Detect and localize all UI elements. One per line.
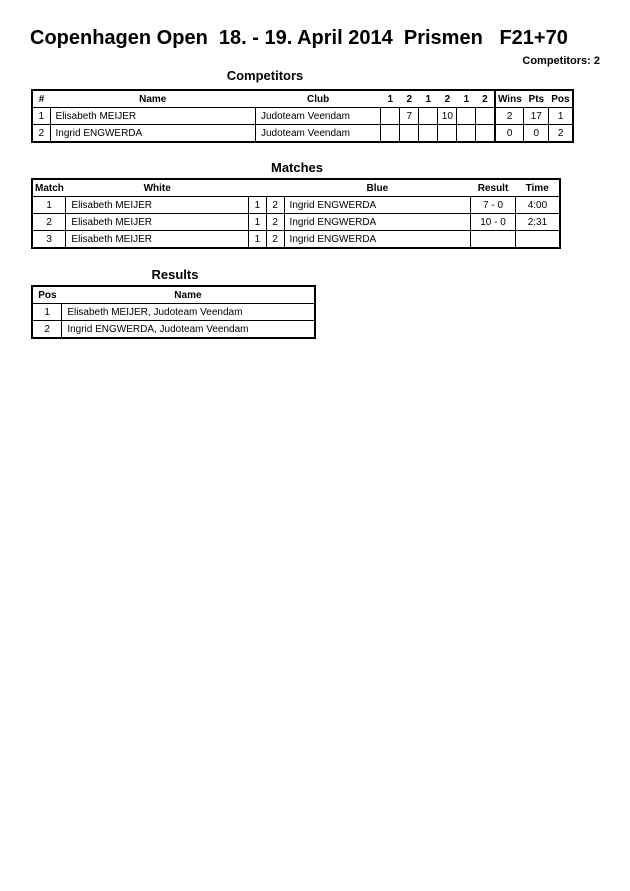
- event-venue: Prismen: [403, 27, 483, 49]
- col-name: Name: [62, 286, 315, 304]
- cell-match: 1: [32, 197, 66, 214]
- cell-score: [419, 108, 438, 125]
- col-pos: Pos: [549, 90, 573, 108]
- col-time: Time: [515, 179, 560, 197]
- col-num: #: [32, 90, 50, 108]
- col-pos: Pos: [32, 286, 62, 304]
- cell-white: Elisabeth MEIJER: [66, 214, 249, 231]
- table-row: [32, 321, 315, 339]
- cell-name: Ingrid ENGWERDA, Judoteam Veendam: [62, 321, 315, 339]
- event-dates: 18. - 19. April 2014: [218, 27, 393, 49]
- results-title: Results: [151, 267, 199, 282]
- col-score: 1: [381, 90, 400, 108]
- cell-score: [381, 108, 400, 125]
- competitors-count: Competitors: 2: [522, 55, 600, 67]
- cell-blue: Ingrid ENGWERDA: [284, 214, 471, 231]
- competitors-table: [31, 89, 574, 143]
- table-row: [32, 197, 560, 214]
- event-category: F21+70: [499, 27, 568, 49]
- matches-header-row: [32, 179, 560, 197]
- table-row: [32, 304, 315, 321]
- event-name: Copenhagen Open: [30, 27, 208, 49]
- col-match: Match: [32, 179, 66, 197]
- cell-pos: 1: [32, 304, 62, 321]
- col-name: Name: [50, 90, 255, 108]
- cell-num: 2: [32, 125, 50, 143]
- cell-score: [419, 125, 438, 143]
- col-score: 2: [438, 90, 457, 108]
- cell-pts: 0: [524, 125, 549, 143]
- col-score: 1: [457, 90, 476, 108]
- cell-time: 2:31: [515, 214, 560, 231]
- cell-white-num: 1: [248, 197, 266, 214]
- cell-num: 1: [32, 108, 50, 125]
- cell-result: 7 - 0: [471, 197, 516, 214]
- matches-title: Matches: [270, 160, 324, 175]
- cell-name: Elisabeth MEIJER, Judoteam Veendam: [62, 304, 315, 321]
- cell-pos: 2: [549, 125, 573, 143]
- cell-pts: 17: [524, 108, 549, 125]
- cell-wins: 2: [495, 108, 524, 125]
- cell-white-num: 1: [248, 231, 266, 249]
- cell-score: [438, 125, 457, 143]
- cell-club: Judoteam Veendam: [255, 125, 380, 143]
- cell-score: 7: [400, 108, 419, 125]
- cell-white: Elisabeth MEIJER: [66, 231, 249, 249]
- results-header-row: [32, 286, 315, 304]
- cell-time: 4:00: [515, 197, 560, 214]
- results-table: [31, 285, 316, 339]
- cell-name: Ingrid ENGWERDA: [50, 125, 255, 143]
- col-club: Club: [255, 90, 380, 108]
- cell-score: [457, 125, 476, 143]
- cell-pos: 1: [549, 108, 573, 125]
- cell-result: 10 - 0: [471, 214, 516, 231]
- cell-club: Judoteam Veendam: [255, 108, 380, 125]
- cell-pos: 2: [32, 321, 62, 339]
- col-pts: Pts: [524, 90, 549, 108]
- cell-blue-num: 2: [266, 197, 284, 214]
- cell-score: [457, 108, 476, 125]
- cell-white: Elisabeth MEIJER: [66, 197, 249, 214]
- cell-name: Elisabeth MEIJER: [50, 108, 255, 125]
- col-white: White: [66, 179, 249, 197]
- table-row: [32, 108, 573, 125]
- page-title: [30, 27, 568, 50]
- cell-time: [515, 231, 560, 249]
- table-row: [32, 231, 560, 249]
- col-blue: Blue: [284, 179, 471, 197]
- cell-blue-num: 2: [266, 231, 284, 249]
- cell-white-num: 1: [248, 214, 266, 231]
- col-score: 1: [419, 90, 438, 108]
- col-wins: Wins: [495, 90, 524, 108]
- cell-blue: Ingrid ENGWERDA: [284, 197, 471, 214]
- table-row: [32, 125, 573, 143]
- col-result: Result: [471, 179, 516, 197]
- competitors-title: Competitors: [226, 68, 304, 83]
- cell-match: 3: [32, 231, 66, 249]
- cell-score: [381, 125, 400, 143]
- cell-score: [476, 125, 495, 143]
- col-score: 2: [400, 90, 419, 108]
- matches-table: [31, 178, 561, 249]
- col-score: 2: [476, 90, 495, 108]
- cell-result: [471, 231, 516, 249]
- competitors-header-row: [32, 90, 573, 108]
- cell-score: [476, 108, 495, 125]
- table-row: [32, 214, 560, 231]
- cell-blue-num: 2: [266, 214, 284, 231]
- cell-wins: 0: [495, 125, 524, 143]
- cell-blue: Ingrid ENGWERDA: [284, 231, 471, 249]
- cell-match: 2: [32, 214, 66, 231]
- cell-score: [400, 125, 419, 143]
- cell-score: 10: [438, 108, 457, 125]
